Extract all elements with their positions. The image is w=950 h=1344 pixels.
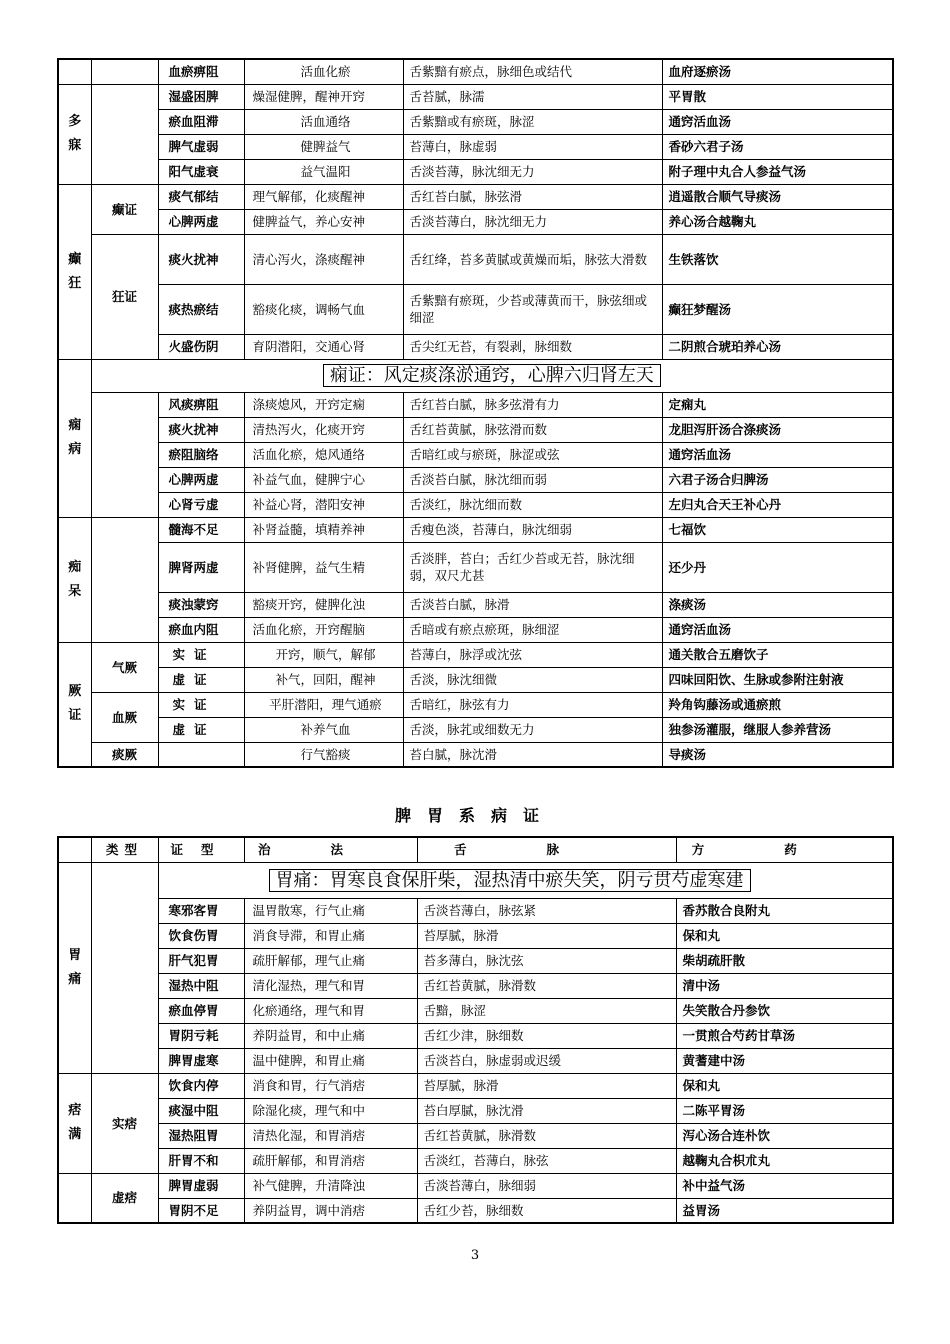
tongue-pulse-cell: 舌黯，脉涩 (417, 998, 676, 1023)
syndrome-cell: 湿热中阻 (158, 973, 244, 998)
method-cell: 开窍，顺气，解郁 (244, 642, 403, 667)
formula-cell: 一贯煎合芍药甘草汤 (676, 1023, 893, 1048)
disease-cell-duomei (58, 84, 91, 184)
syndrome-cell (158, 667, 244, 692)
tongue-pulse-cell: 苔厚腻，脉滑 (417, 923, 676, 948)
syndrome-table-2 (57, 836, 894, 1224)
disease-label: 痞 满 (68, 1103, 82, 1142)
formula-cell: 泻心汤合连朴饮 (676, 1123, 893, 1148)
table-row (58, 998, 893, 1023)
tongue-pulse-cell: 舌苔腻，脉濡 (403, 84, 662, 109)
syndrome-label: 虚证 (172, 722, 207, 737)
method-cell: 温中健脾，和胃止痛 (244, 1048, 417, 1073)
table-row (58, 717, 893, 742)
formula-cell: 血府逐瘀汤 (662, 59, 893, 84)
disease-label: 多 寐 (68, 114, 82, 153)
disease-cell-diankuang (58, 184, 91, 359)
method-cell: 涤痰熄风，开窍定痫 (244, 392, 403, 417)
tongue-pulse-cell: 舌暗红，脉弦有力 (403, 692, 662, 717)
tongue-pulse-cell: 舌紫黯有瘀斑，少苔或薄黄而干，脉弦细或细涩 (403, 284, 662, 334)
syndrome-cell: 血瘀痹阻 (158, 59, 244, 84)
table-row (58, 692, 893, 717)
table-row (58, 923, 893, 948)
syndrome-cell: 痰热瘀结 (158, 284, 244, 334)
table-row (58, 862, 893, 898)
formula-cell: 二陈平胃汤 (676, 1098, 893, 1123)
formula-cell: 香苏散合良附丸 (676, 898, 893, 923)
table-row (58, 642, 893, 667)
formula-cell: 养心汤合越鞠丸 (662, 209, 893, 234)
formula-cell: 四味回阳饮、生脉或参附注射液 (662, 667, 893, 692)
formula-cell: 保和丸 (676, 1073, 893, 1098)
method-cell: 补气，回阳，醒神 (244, 667, 403, 692)
formula-cell: 香砂六君子汤 (662, 134, 893, 159)
syndrome-cell: 心脾两虚 (158, 467, 244, 492)
formula-cell: 保和丸 (676, 923, 893, 948)
method-cell: 清热化湿，和胃消痞 (244, 1123, 417, 1148)
formula-cell: 六君子汤合归脾汤 (662, 467, 893, 492)
syndrome-cell: 心脾两虚 (158, 209, 244, 234)
table-row (58, 209, 893, 234)
syndrome-cell (158, 717, 244, 742)
syndrome-cell: 肝气犯胃 (158, 948, 244, 973)
formula-cell: 通窍活血汤 (662, 617, 893, 642)
method-cell: 清心泻火，涤痰醒神 (244, 234, 403, 284)
formula-cell: 癫狂梦醒汤 (662, 284, 893, 334)
syndrome-cell: 脾气虚弱 (158, 134, 244, 159)
syndrome-cell: 肝胃不和 (158, 1148, 244, 1173)
table-row (58, 1148, 893, 1173)
table-row (58, 59, 893, 84)
table-row (58, 898, 893, 923)
tongue-pulse-cell: 舌红苔白腻，脉弦滑 (403, 184, 662, 209)
disease-label: 胃 痛 (68, 947, 82, 987)
table-row (58, 1023, 893, 1048)
syndrome-cell (158, 642, 244, 667)
method-cell: 豁痰化痰，调畅气血 (244, 284, 403, 334)
formula-cell: 通窍活血汤 (662, 442, 893, 467)
tongue-pulse-cell: 舌暗红或与瘀斑，脉涩或弦 (403, 442, 662, 467)
formula-cell: 清中汤 (676, 973, 893, 998)
disease-cell-weitong (58, 862, 91, 1073)
syndrome-cell: 瘀血停胃 (158, 998, 244, 1023)
method-cell: 豁痰开窍，健脾化浊 (244, 592, 403, 617)
method-cell: 燥湿健脾，醒神开窍 (244, 84, 403, 109)
formula-cell: 益胃汤 (676, 1198, 893, 1223)
table-row (58, 284, 893, 334)
method-cell: 益气温阳 (244, 159, 403, 184)
tongue-pulse-cell: 舌淡红，脉沈细而数 (403, 492, 662, 517)
formula-cell: 通窍活血汤 (662, 109, 893, 134)
tongue-pulse-cell: 舌淡苔白腻，脉沈细而弱 (403, 467, 662, 492)
syndrome-cell (158, 742, 244, 767)
syndrome-label: 实证 (172, 647, 207, 662)
method-cell: 温胃散寒，行气止痛 (244, 898, 417, 923)
method-cell: 补益心肾，潜阳安神 (244, 492, 403, 517)
tongue-pulse-cell: 舌淡胖，苔白；舌红少苔或无苔，脉沈细弱，双尺尤甚 (403, 542, 662, 592)
syndrome-label: 实证 (172, 697, 207, 712)
method-cell: 养阴益胃，调中消痞 (244, 1198, 417, 1223)
type-cell: 癫证 (91, 184, 158, 234)
formula-cell: 还少丹 (662, 542, 893, 592)
table-row (58, 392, 893, 417)
method-cell: 疏肝解郁，和胃消痞 (244, 1148, 417, 1173)
table-row (58, 234, 893, 284)
formula-cell: 逍遥散合顺气导痰汤 (662, 184, 893, 209)
table-row (58, 1073, 893, 1098)
syndrome-cell: 脾肾两虚 (158, 542, 244, 592)
syndrome-cell: 火盛伤阴 (158, 334, 244, 359)
type-cell: 虚痞 (91, 1173, 158, 1223)
tongue-pulse-cell: 舌淡苔白腻，脉滑 (403, 592, 662, 617)
syndrome-cell: 痰火扰神 (158, 234, 244, 284)
method-cell: 清化湿热，理气和胃 (244, 973, 417, 998)
syndrome-cell: 痰浊蒙窍 (158, 592, 244, 617)
table-row (58, 1098, 893, 1123)
method-cell: 养阴益胃，和中止痛 (244, 1023, 417, 1048)
table-row (58, 359, 893, 392)
header-type: 类型 (91, 837, 158, 862)
formula-cell: 独参汤灌服，继服人参养营汤 (662, 717, 893, 742)
syndrome-cell: 瘀阻脑络 (158, 442, 244, 467)
tongue-pulse-cell: 舌尖红无苔，有裂剥，脉细数 (403, 334, 662, 359)
method-cell: 活血通络 (244, 109, 403, 134)
tongue-pulse-cell: 苔薄白，脉虚弱 (403, 134, 662, 159)
table-row (58, 542, 893, 592)
type-cell: 血厥 (91, 692, 158, 742)
syndrome-cell: 湿热阻胃 (158, 1123, 244, 1148)
method-cell: 活血化瘀，开窍醒脑 (244, 617, 403, 642)
formula-cell: 生铁落饮 (662, 234, 893, 284)
syndrome-cell: 瘀血阻滞 (158, 109, 244, 134)
formula-cell: 通关散合五磨饮子 (662, 642, 893, 667)
disease-label: 厥 证 (68, 684, 82, 724)
method-cell: 行气豁痰 (244, 742, 403, 767)
syndrome-cell (158, 692, 244, 717)
formula-cell: 平胃散 (662, 84, 893, 109)
disease-cell-chidai (58, 517, 91, 642)
method-cell: 理气解郁，化痰醒神 (244, 184, 403, 209)
tongue-pulse-cell: 舌淡，脉沈细微 (403, 667, 662, 692)
formula-cell: 柴胡疏肝散 (676, 948, 893, 973)
method-cell: 育阴潜阳，交通心肾 (244, 334, 403, 359)
type-cell: 狂证 (91, 234, 158, 359)
formula-cell: 补中益气汤 (676, 1173, 893, 1198)
table-row (58, 1198, 893, 1223)
table-row (58, 184, 893, 209)
syndrome-cell: 饮食内停 (158, 1073, 244, 1098)
formula-cell: 越鞠丸合枳朮丸 (676, 1148, 893, 1173)
syndrome-cell: 脾胃虚弱 (158, 1173, 244, 1198)
formula-cell: 羚角钩藤汤或通瘀煎 (662, 692, 893, 717)
formula-cell: 七福饮 (662, 517, 893, 542)
disease-label: 癫 狂 (68, 251, 82, 291)
syndrome-cell: 痰气郁结 (158, 184, 244, 209)
disease-cell-juezheng (58, 642, 91, 767)
table-row (58, 492, 893, 517)
table-row (58, 517, 893, 542)
syndrome-cell: 湿盛困脾 (158, 84, 244, 109)
table-row (58, 109, 893, 134)
table-row (58, 1123, 893, 1148)
type-cell: 气厥 (91, 642, 158, 692)
table-row (58, 417, 893, 442)
tongue-pulse-cell: 舌红苔黄腻，脉滑数 (417, 1123, 676, 1148)
tongue-pulse-cell: 舌淡红，苔薄白，脉弦 (417, 1148, 676, 1173)
tongue-pulse-cell: 舌紫黯有瘀点，脉细色或结代 (403, 59, 662, 84)
syndrome-table-1 (57, 58, 894, 768)
header-tongue: 舌脉 (417, 837, 676, 862)
tongue-pulse-cell: 舌红少苔，脉细数 (417, 1198, 676, 1223)
method-cell: 疏肝解郁，理气止痛 (244, 948, 417, 973)
tongue-pulse-cell: 舌暗或有瘀点瘀斑，脉细涩 (403, 617, 662, 642)
syndrome-cell: 瘀血内阻 (158, 617, 244, 642)
tongue-pulse-cell: 苔白腻，脉沈滑 (403, 742, 662, 767)
syndrome-cell: 胃阴亏耗 (158, 1023, 244, 1048)
page-number: 3 (470, 1248, 480, 1263)
table-row (58, 973, 893, 998)
method-cell: 活血化瘀，熄风通络 (244, 442, 403, 467)
tongue-pulse-cell: 舌紫黯或有瘀斑，脉涩 (403, 109, 662, 134)
syndrome-cell: 阳气虚衰 (158, 159, 244, 184)
mnemonic-text: 痫证：风定痰涤淤通窍，心脾六归肾左天 (323, 364, 661, 387)
formula-cell: 黄蓍建中汤 (676, 1048, 893, 1073)
disease-cell-xianbing (58, 359, 91, 517)
tongue-pulse-cell: 舌淡苔薄白，脉弦紧 (417, 898, 676, 923)
table-row (58, 948, 893, 973)
header-formula: 方药 (676, 837, 893, 862)
syndrome-cell: 痰火扰神 (158, 417, 244, 442)
formula-cell: 龙胆泻肝汤合涤痰汤 (662, 417, 893, 442)
method-cell: 平肝潜阳，理气通瘀 (244, 692, 403, 717)
mnemonic-text: 胃痛：胃寒良食保肝柴，湿热清中瘀失笑，阴亏贯芍虚寒建 (269, 869, 751, 892)
method-cell: 清热泻火，化痰开窍 (244, 417, 403, 442)
table-header-row (58, 837, 893, 862)
table-row (58, 592, 893, 617)
formula-cell: 左归丸合天王补心丹 (662, 492, 893, 517)
table-row (58, 667, 893, 692)
tongue-pulse-cell: 舌淡苔薄，脉沈细无力 (403, 159, 662, 184)
header-method: 治法 (244, 837, 417, 862)
type-cell: 实痞 (91, 1073, 158, 1173)
tongue-pulse-cell: 舌红少津，脉细数 (417, 1023, 676, 1048)
formula-cell: 定痫丸 (662, 392, 893, 417)
syndrome-label: 虚证 (172, 672, 207, 687)
syndrome-cell: 风痰痹阻 (158, 392, 244, 417)
tongue-pulse-cell: 舌红绛，苔多黄腻或黄燥而垢，脉弦大滑数 (403, 234, 662, 284)
tongue-pulse-cell: 舌红苔白腻，脉多弦滑有力 (403, 392, 662, 417)
table-row (58, 1173, 893, 1198)
tongue-pulse-cell: 苔厚腻，脉滑 (417, 1073, 676, 1098)
disease-cell-pieman (58, 1073, 91, 1173)
formula-cell: 涤痰汤 (662, 592, 893, 617)
table-row (58, 742, 893, 767)
syndrome-cell: 脾胃虚寒 (158, 1048, 244, 1073)
mnemonic-note (158, 862, 893, 898)
table-row (58, 1048, 893, 1073)
formula-cell: 附子理中丸合人参益气汤 (662, 159, 893, 184)
table-row (58, 617, 893, 642)
formula-cell: 二阴煎合琥珀养心汤 (662, 334, 893, 359)
tongue-pulse-cell: 苔白厚腻，脉沈滑 (417, 1098, 676, 1123)
tongue-pulse-cell: 舌淡苔薄白，脉沈细无力 (403, 209, 662, 234)
table-row (58, 159, 893, 184)
method-cell: 补益气血，健脾宁心 (244, 467, 403, 492)
method-cell: 活血化瘀 (244, 59, 403, 84)
tongue-pulse-cell: 舌红苔黄腻，脉滑数 (417, 973, 676, 998)
table-row (58, 334, 893, 359)
mnemonic-note (91, 359, 893, 392)
method-cell: 补肾益髓，填精养神 (244, 517, 403, 542)
tongue-pulse-cell: 舌淡苔白，脉虚弱或迟缓 (417, 1048, 676, 1073)
method-cell: 消食导滞，和胃止痛 (244, 923, 417, 948)
formula-cell: 失笑散合丹参饮 (676, 998, 893, 1023)
tongue-pulse-cell: 舌红苔黄腻，脉弦滑而数 (403, 417, 662, 442)
table-row (58, 134, 893, 159)
syndrome-cell: 胃阴不足 (158, 1198, 244, 1223)
tongue-pulse-cell: 苔多薄白，脉沈弦 (417, 948, 676, 973)
method-cell: 除湿化痰，理气和中 (244, 1098, 417, 1123)
syndrome-cell: 心肾亏虚 (158, 492, 244, 517)
table-row (58, 442, 893, 467)
method-cell: 健脾益气，养心安神 (244, 209, 403, 234)
tongue-pulse-cell: 苔薄白，脉浮或沈弦 (403, 642, 662, 667)
tongue-pulse-cell: 舌淡苔薄白，脉细弱 (417, 1173, 676, 1198)
method-cell: 健脾益气 (244, 134, 403, 159)
formula-cell: 导痰汤 (662, 742, 893, 767)
header-syndrome: 证型 (158, 837, 244, 862)
table-row (58, 84, 893, 109)
method-cell: 化瘀通络，理气和胃 (244, 998, 417, 1023)
syndrome-cell: 寒邪客胃 (158, 898, 244, 923)
method-cell: 补养气血 (244, 717, 403, 742)
tongue-pulse-cell: 舌瘦色淡，苔薄白，脉沈细弱 (403, 517, 662, 542)
tongue-pulse-cell: 舌淡，脉芤或细数无力 (403, 717, 662, 742)
disease-label: 痫 病 (68, 418, 82, 457)
table-row (58, 467, 893, 492)
method-cell: 补肾健脾，益气生精 (244, 542, 403, 592)
syndrome-cell: 饮食伤胃 (158, 923, 244, 948)
method-cell: 补气健脾，升清降浊 (244, 1173, 417, 1198)
section-title: 脾胃系病证 (394, 806, 555, 825)
method-cell: 消食和胃，行气消痞 (244, 1073, 417, 1098)
syndrome-cell: 痰湿中阻 (158, 1098, 244, 1123)
type-cell: 痰厥 (91, 742, 158, 767)
syndrome-cell: 髓海不足 (158, 517, 244, 542)
disease-label: 痴 呆 (68, 559, 82, 599)
